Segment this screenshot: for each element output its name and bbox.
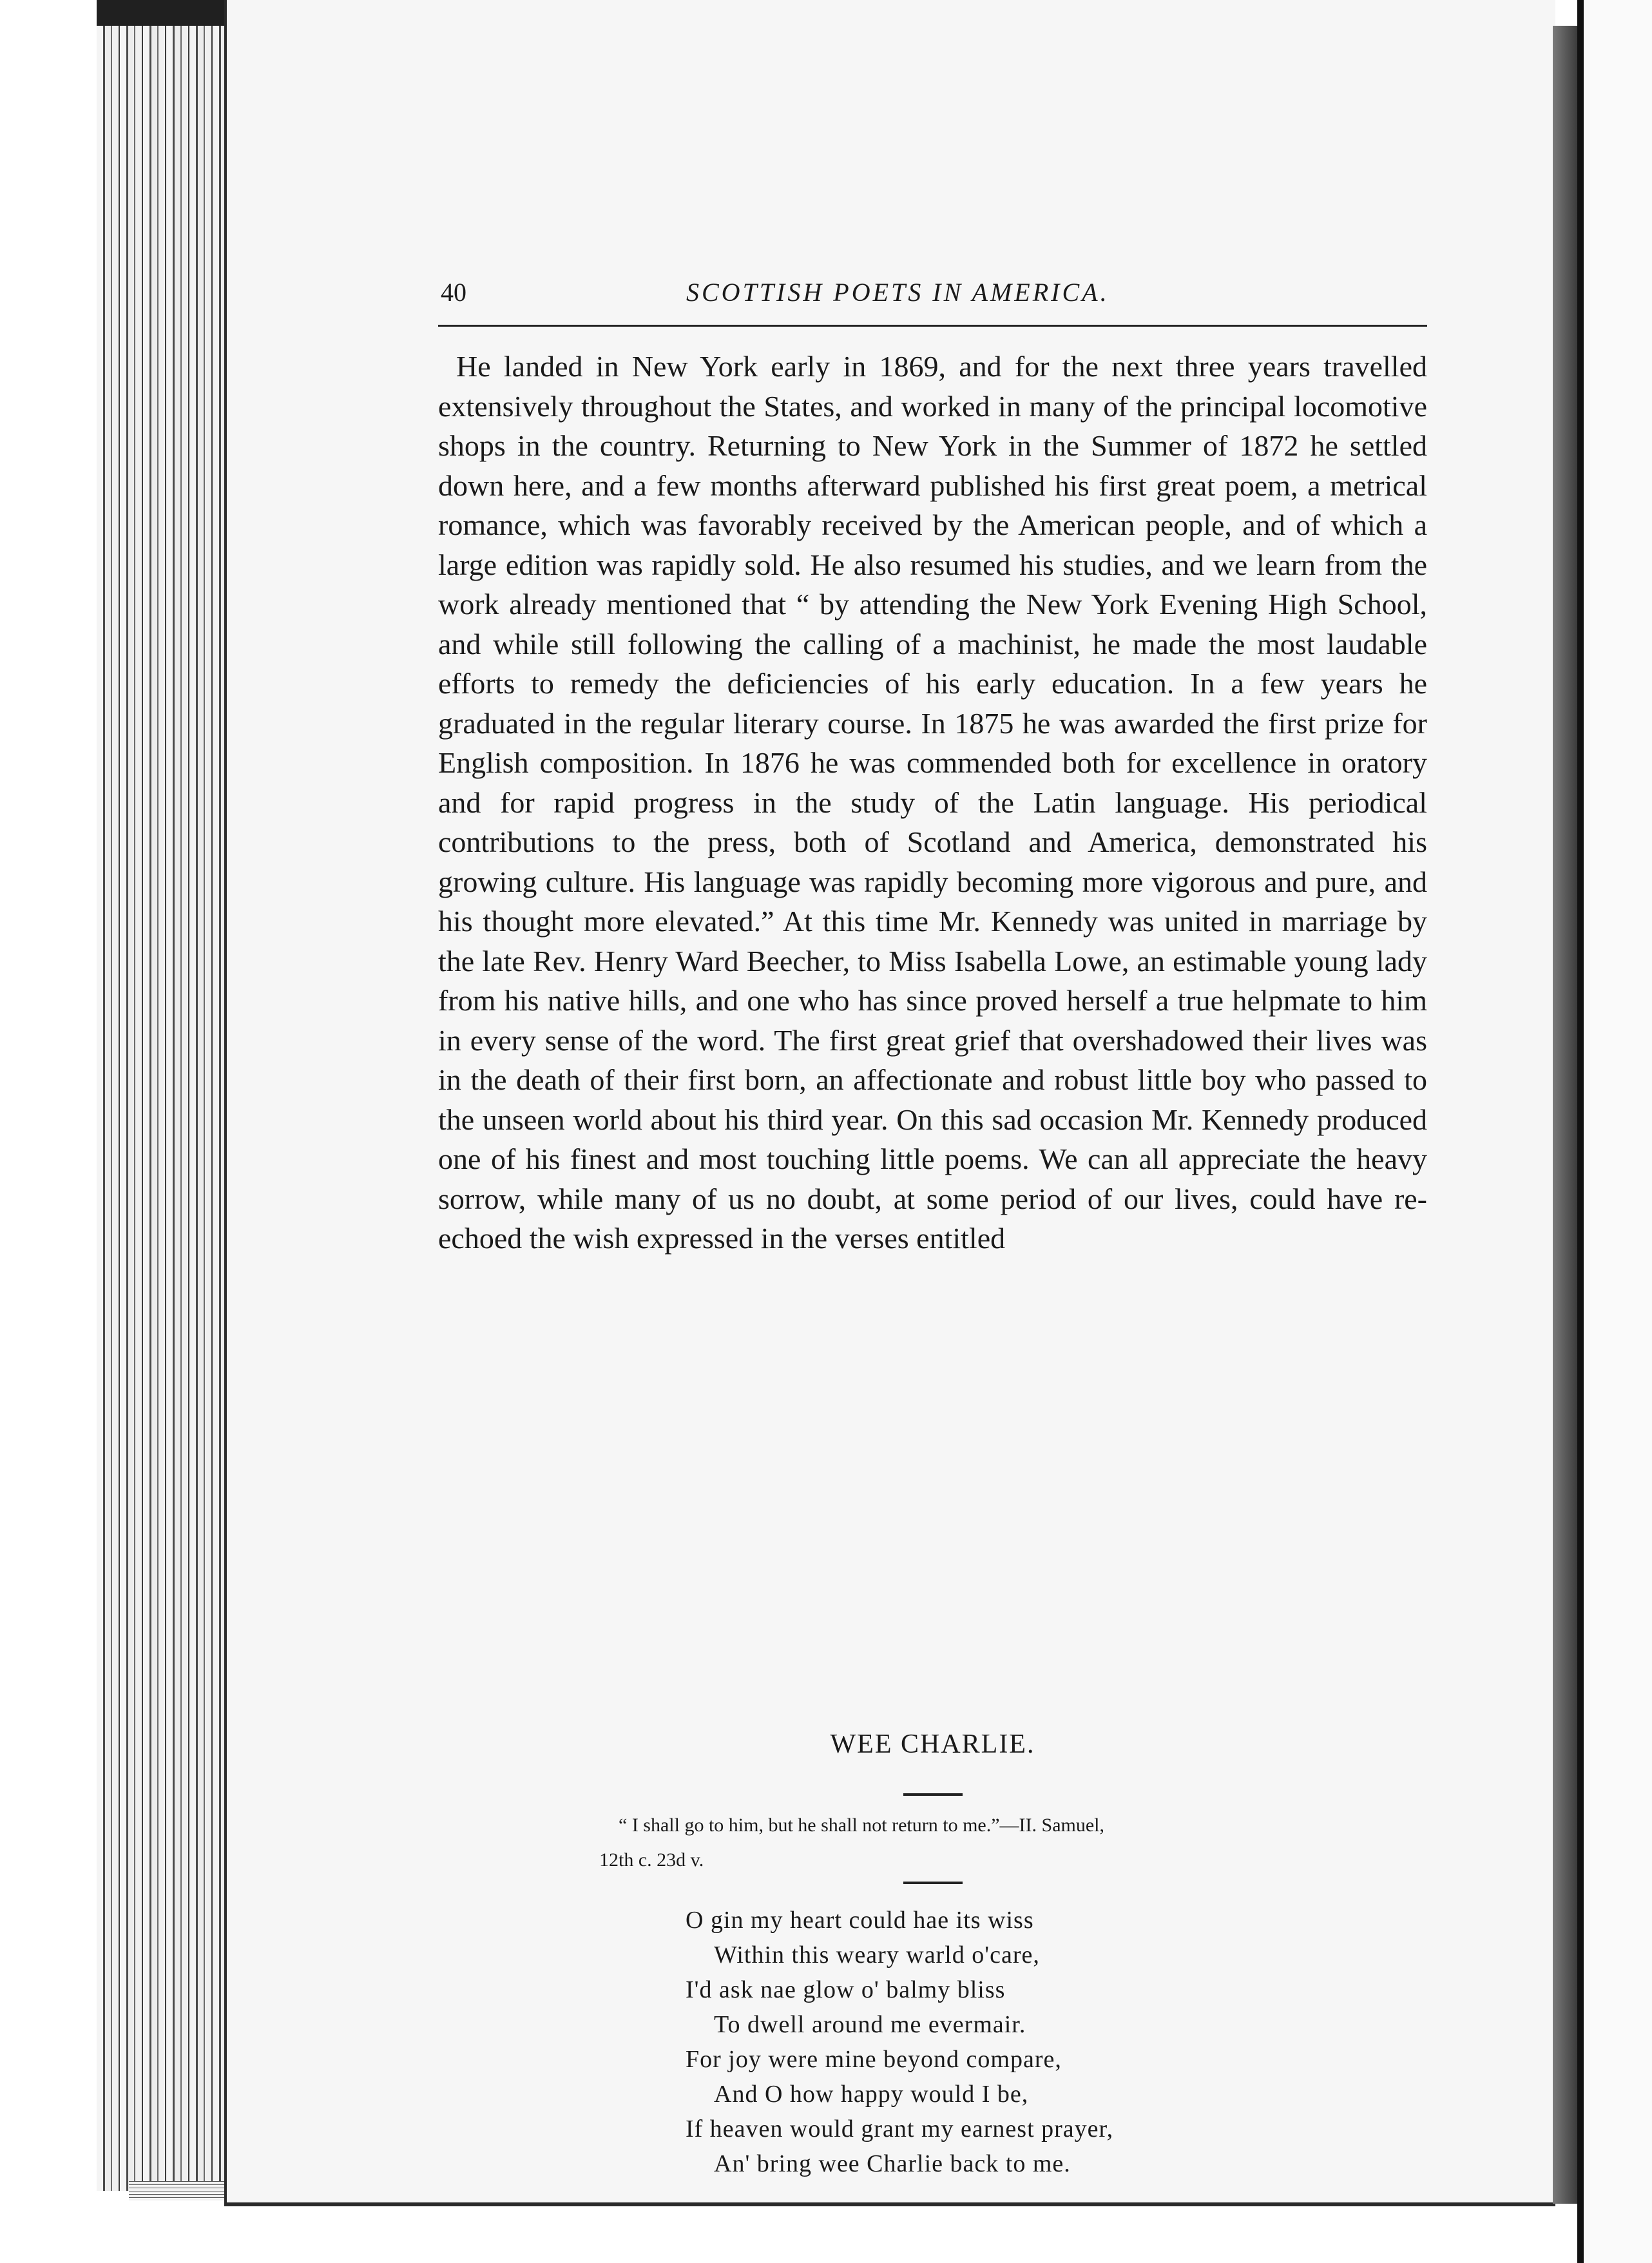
poem-line: And O how happy would I be, <box>714 2081 1029 2108</box>
page-content <box>438 269 1427 2177</box>
margin-left <box>0 0 97 2263</box>
facing-page-edge <box>1577 0 1652 2263</box>
running-title: SCOTTISH POETS IN AMERICA. <box>686 278 1109 307</box>
poem-title: WEE CHARLIE. <box>830 1729 1035 1759</box>
gutter-shadow <box>1553 26 1577 2204</box>
poem-stanza <box>686 1903 1394 2181</box>
poem-line: Within this weary warld o'care, <box>714 1941 1040 1969</box>
body-paragraph: He landed in New York early in 1869, and for the next three years travelled extensively throughout the States, and worked in many of the principal locomotive shops in the country. Returning to New York in the Summer of 1872 he settled down here, and a few months afterward published his first great poem, a metrical romance, which was favorably received by the American people, and of which a large edition was rapidly sold. He also resumed his studies, and we learn from the work already mentioned that “ by attending the New York Evening High School, and while still following the calling of a machinist, he made the most laudable efforts to remedy the deficiencies of his early education. In a few years he graduated in the regular literary course. In 1875 he was awarded the first prize for English composition. In 1876 he was commended both for excellence in oratory and for rapid progress in the study of the Latin language. His periodical contributions to the press, both of Scotland and America, demonstrated his growing culture. His language was rapidly becoming more vigorous and pure, and his thought more elevated.” At this time Mr. Kennedy was united in marriage by the late Rev. Henry Ward Beecher, to Miss Isabella Lowe, an estimable young lady from his native hills, and one who has since proved herself a true helpmate to him in every sense of the word. The first great grief that overshadowed their lives was in the death of their first born, an affectionate and robust little boy who passed to the unseen world about his third year. On this sad occasion Mr. Kennedy produced one of his finest and most touching little poems. We can all appreciate the heavy sorrow, while many of us no doubt, at some period of our lives, could have re-echoed the wish expressed in the verses entitled <box>438 350 1427 1255</box>
epigraph-rule <box>903 1882 963 1884</box>
epigraph-line: 12th c. 23d v. <box>599 1849 704 1871</box>
running-header <box>438 269 1427 314</box>
poem-epigraph <box>438 1808 1427 1878</box>
poem-line: O gin my heart could hae its wiss <box>686 1907 1034 1934</box>
poem-line: An' bring wee Charlie back to me. <box>714 2150 1071 2177</box>
poem-line: If heaven would grant my earnest prayer, <box>686 2115 1114 2143</box>
poem-line: I'd ask nae glow o' balmy bliss <box>686 1976 1006 2003</box>
epigraph-line: “ I shall go to him, but he shall not return to me.”—II. Samuel, <box>619 1815 1105 1836</box>
poem-line: For joy were mine beyond compare, <box>686 2046 1062 2073</box>
page-number: 40 <box>441 278 466 307</box>
book-edge-top <box>97 0 226 26</box>
book-page-edges <box>97 0 226 2191</box>
header-rule <box>438 325 1427 327</box>
poem-line: To dwell around me evermair. <box>714 2011 1026 2038</box>
title-rule <box>903 1793 963 1796</box>
